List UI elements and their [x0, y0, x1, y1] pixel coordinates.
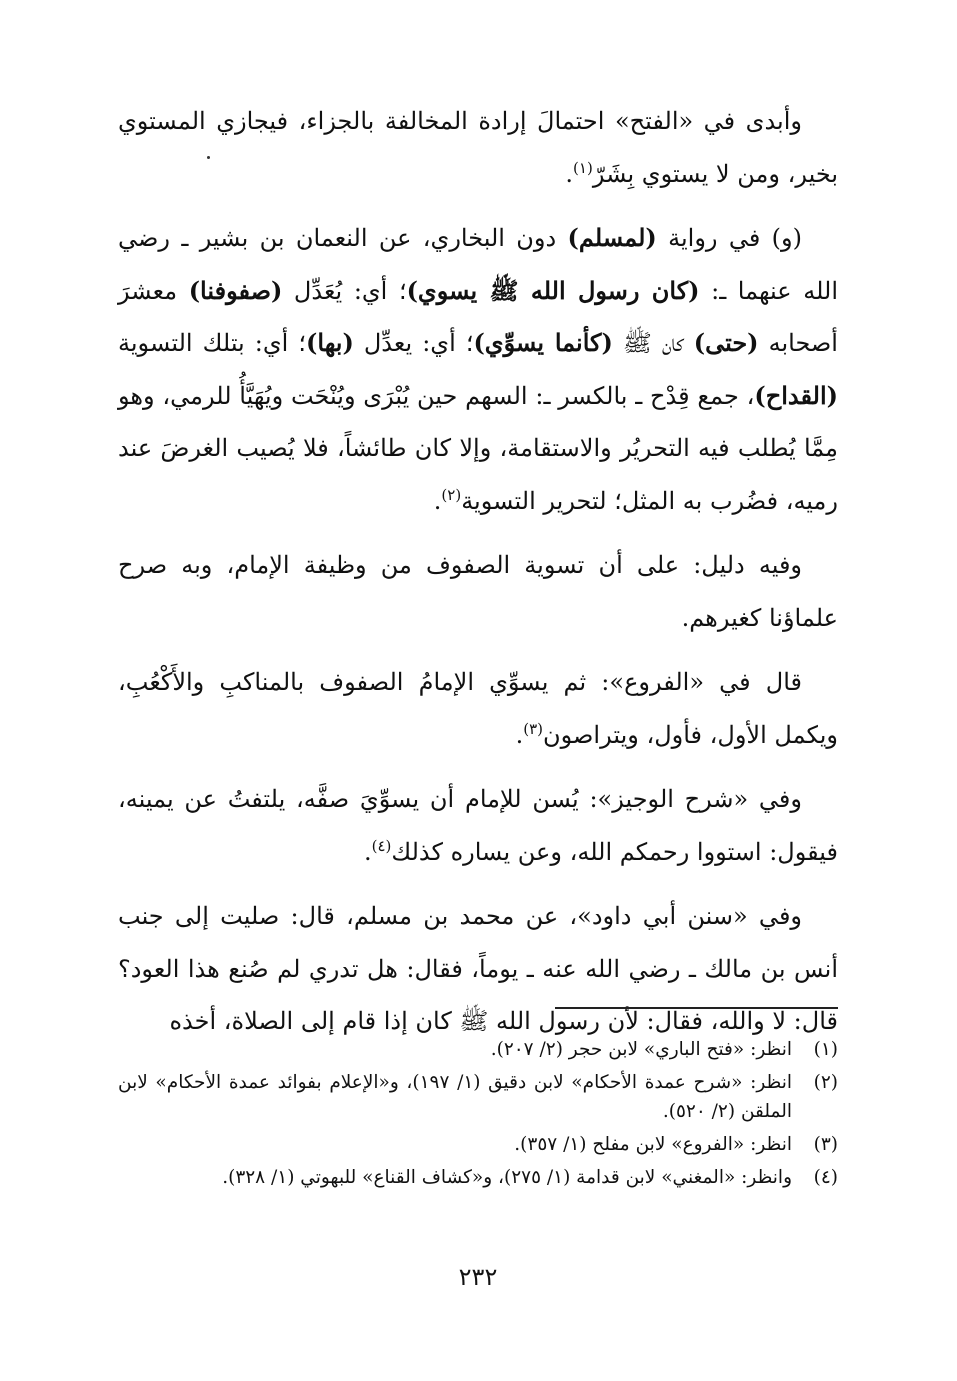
bold-term: (حتى) — [693, 328, 759, 357]
paragraph — [118, 212, 838, 527]
text-run: . — [433, 486, 442, 515]
footnote-item — [118, 1068, 838, 1126]
footnote-item — [118, 1130, 838, 1159]
text-run: وفي «شرح الوجيز»: يُسن للإمام أن يسوِّيَ صفَّه، يلتفتُ عن يمينه، فيقول: استووا رحمكم الله، وعن يساره كذلك — [118, 785, 838, 866]
main-text — [118, 95, 838, 1048]
text-run: . — [363, 837, 372, 866]
footnotes — [118, 1035, 838, 1196]
page — [118, 95, 838, 1335]
bold-term: (صفوفنا) — [188, 275, 283, 305]
footnote-text: انظر: «الفروع» لابن مفلح (١/ ٣٥٧). — [514, 1134, 792, 1155]
text-run: قال في «الفروع»: ثم يسوِّي الإمامُ الصفوف بالمناكبِ والأَكْعُبِ، ويكمل الأول، فأول، ويتراصون — [118, 668, 838, 749]
paragraph — [118, 890, 838, 1048]
footnote-item — [118, 1035, 838, 1064]
text-run: . — [515, 720, 524, 749]
text-run: . — [565, 159, 574, 188]
paragraph — [118, 656, 838, 761]
paragraph — [118, 95, 838, 200]
paragraph — [118, 539, 838, 644]
footnote-ref: (٢) — [441, 485, 462, 504]
page-number: ٢٣٢ — [458, 1263, 498, 1291]
footnote-item — [118, 1163, 838, 1192]
bold-term: (بها) — [306, 328, 354, 357]
text-run: ؛ أي: يُعَدِّل — [282, 276, 407, 305]
footnote-number: (٣) — [813, 1134, 838, 1155]
footnote-text: انظر: «فتح الباري» لابن حجر (٢/ ٢٠٧). — [490, 1039, 792, 1060]
scan-speck — [207, 156, 210, 159]
footnote-number: (٤) — [813, 1167, 838, 1188]
bold-term: (كأنما يسوِّي) — [473, 328, 613, 357]
text-run: ؛ أي: يعدِّل — [353, 329, 474, 357]
bold-term: (لمسلم) — [567, 223, 657, 252]
text-run: (و) في رواية — [656, 224, 803, 252]
footnote-ref: (١) — [573, 158, 593, 177]
bold-term: (كان رسول الله ﷺ يسوي) — [406, 275, 700, 305]
text-run: كان ﷺ — [612, 329, 694, 357]
paragraph — [118, 773, 838, 878]
text-run: وفي «سنن أبي داود»، عن محمد بن مسلم، قال: صليت إلى جنب أنس بن مالك ـ رضي الله عنه ـ يوماً، فقال: هل تدري لم صُنع هذا العود؟ قال: لا والله، فقال: لأن رسول الله ﷺ كان إذا قام إلى الصلاة، أخذه — [118, 902, 839, 1035]
footnote-text: وانظر: «المغني» لابن قدامة (١/ ٢٧٥)، و«كشاف القناع» للبهوتي (١/ ٣٢٨). — [222, 1167, 792, 1188]
footnote-number: (٢) — [813, 1072, 838, 1093]
text-run: معشرَ أصحابه — [118, 276, 838, 357]
footnote-separator — [555, 1007, 838, 1009]
text-run: ؛ أي: بتلك التسوية — [118, 329, 307, 357]
bold-term: (القداح) — [754, 380, 838, 410]
text-run: وأبدى في «الفتح» احتمالَ إرادة المخالفة بالجزاء، فيجازي المستوي بخير، ومن لا يستوي بِشَرّ — [118, 107, 838, 188]
text-run: دون البخاري، عن النعمان بن بشير ـ رضي الله عنهما ـ: — [118, 224, 839, 305]
footnote-text: انظر: «شرح عمدة الأحكام» لابن دقيق (١/ ١٩٧)، و«الإعلام بفوائد عمدة الأحكام» لابن الملقن (٢/ ٥٢٠). — [118, 1072, 792, 1122]
footnote-ref: (٣) — [523, 719, 544, 738]
text-run: ، جمع قِدْح ـ بالكسر ـ: السهم حين يُبْرَى ويُنْحَت ويُهَيَّأُ للرمي، وهو مِمَّا يُطلب فيه التحريُر والاستقامة، وإلا كان طائشاً، فلا يُصيب الغرضَ عند رميه، فضُرب به المثل؛ لتحرير التسوية — [118, 381, 838, 515]
footnote-ref: (٤) — [371, 836, 392, 855]
text-run: وفيه دليل: على أن تسوية الصفوف من وظيفة الإمام، وبه صرح علماؤنا كغيرهم. — [118, 551, 838, 632]
footnote-number: (١) — [813, 1039, 838, 1060]
